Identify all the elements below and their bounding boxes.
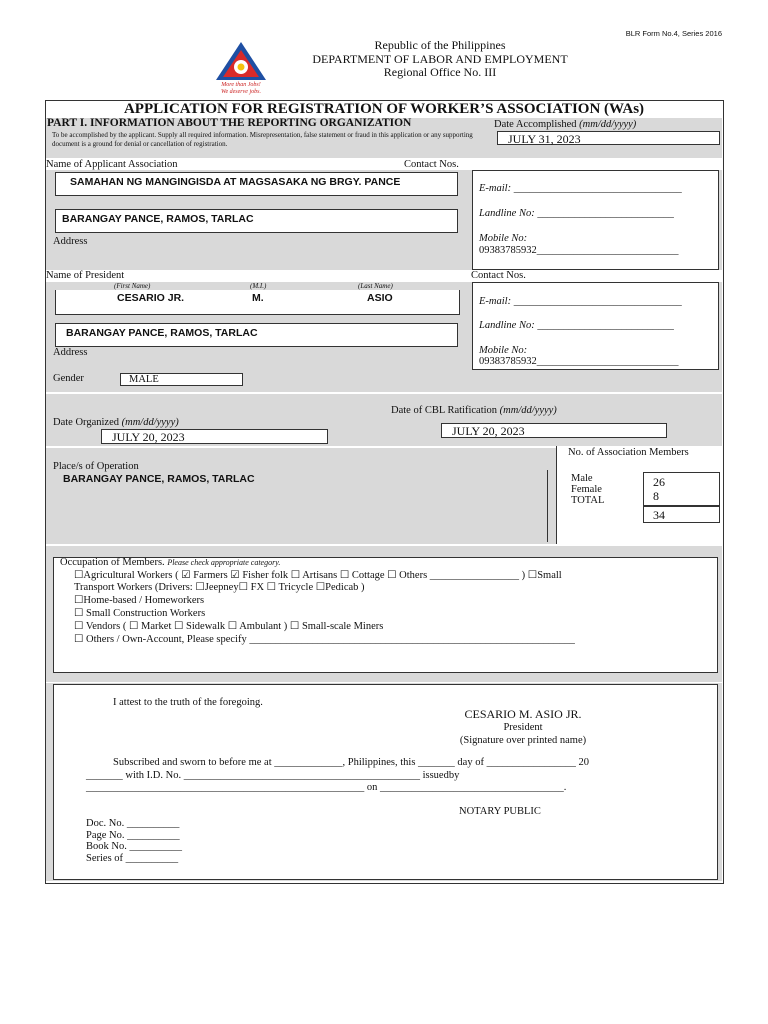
president-name-field[interactable] — [55, 290, 460, 315]
date-accomplished-label: Date Accomplished (mm/dd/yyyy) — [494, 119, 637, 130]
members-heading: No. of Association Members — [568, 447, 689, 458]
president-last-name: ASIO — [367, 292, 393, 304]
signature-caption: (Signature over printed name) — [459, 735, 587, 746]
doc-no[interactable]: Doc. No. __________ — [86, 818, 180, 829]
gender-label: Gender — [53, 373, 84, 384]
series-of[interactable]: Series of __________ — [86, 853, 179, 865]
occupation-homebased[interactable]: ☐Home-based / Homeworkers — [74, 595, 205, 607]
occupation-content — [60, 557, 575, 647]
president-landline[interactable]: Landline No: __________________________ — [479, 320, 674, 331]
signer-name: CESARIO M. ASIO JR. — [464, 707, 582, 721]
occupation-heading: Occupation of Members. Please check appropriate category. — [60, 557, 281, 568]
president-name-label: Name of President — [46, 270, 125, 281]
sworn-line-1: Subscribed and sworn to before me at _____________, Philippines, this _______ day of _________________ 20 — [113, 757, 589, 768]
attest-statement: I attest to the truth of the foregoing. — [113, 697, 263, 708]
association-landline[interactable]: Landline No: __________________________ — [479, 208, 674, 219]
association-name-field[interactable]: SAMAHAN NG MANGINGISDA AT MAGSASAKA NG BRGY. PANCE — [55, 172, 458, 196]
letterhead — [0, 39, 768, 80]
president-address-label: Address — [53, 347, 88, 358]
association-address-label: Address — [53, 236, 88, 247]
total-label: TOTAL — [571, 495, 605, 506]
president-first-name: CESARIO JR. — [117, 292, 185, 304]
members-labels — [571, 473, 604, 506]
header-line-3: Regional Office No. III — [383, 65, 497, 79]
occupation-vendors[interactable]: ☐ Vendors ( ☐ Market ☐ Sidewalk ☐ Ambulant ) ☐ Small-scale Miners — [74, 620, 384, 632]
logo-tagline-1: More than Jobs! — [221, 82, 261, 88]
date-accomplished-field[interactable]: JULY 31, 2023 — [497, 131, 720, 145]
occupation-agricultural[interactable]: ☐Agricultural Workers ( ☑ Farmers ☑ Fisher folk ☐ Artisans ☐ Cottage ☐ Others _________________ ) ☐Small — [74, 569, 562, 581]
header-line-1: Republic of the Philippines — [374, 38, 506, 52]
first-name-caption: (First Name) — [114, 282, 151, 290]
sworn-statement — [86, 757, 589, 795]
president-mobile-value[interactable]: 09383785932___________________________ — [479, 356, 679, 367]
notary-public: NOTARY PUBLIC — [459, 806, 541, 817]
notary-registry — [86, 818, 182, 865]
operation-label: Place/s of Operation — [53, 461, 139, 472]
signer-position: President — [503, 722, 543, 733]
female-count: 8 — [653, 489, 659, 503]
association-mobile-value[interactable]: 09383785932___________________________ — [479, 245, 679, 256]
association-address-field[interactable]: BARANGAY PANCE, RAMOS, TARLAC — [55, 209, 458, 233]
book-no[interactable]: Book No. __________ — [86, 841, 182, 853]
cbl-ratification-label: Date of CBL Ratification (mm/dd/yyyy) — [391, 405, 557, 416]
association-email[interactable]: E-mail: ________________________________ — [479, 183, 682, 194]
occupation-transport[interactable]: Transport Workers (Drivers: ☐Jeepney☐ FX ☐ Tricycle ☐Pedicab ) — [74, 582, 365, 594]
president-contact-box — [472, 282, 719, 370]
signature-block — [388, 708, 658, 747]
association-contact-box — [472, 170, 719, 270]
form-title: APPLICATION FOR REGISTRATION OF WORKER’S ASSOCIATION (WAs) — [123, 101, 645, 117]
occupation-construction[interactable]: ☐ Small Construction Workers — [74, 607, 206, 619]
operation-divider — [547, 470, 548, 542]
president-contact-label: Contact Nos. — [471, 270, 526, 281]
cbl-ratification-field[interactable]: JULY 20, 2023 — [441, 423, 667, 438]
president-mi: M. — [252, 292, 264, 304]
applicant-association-label: Name of Applicant Association — [46, 159, 178, 170]
gender-field[interactable]: MALE — [120, 373, 243, 386]
part1-instruction: To be accomplished by the applicant. Supply all required information. Misrepresentation, false statement or fraud in this application or any supporting document is a ground for denial or cancellation of registration. — [52, 131, 473, 148]
mi-caption: (M.I.) — [250, 282, 267, 290]
president-email[interactable]: E-mail: ________________________________ — [479, 296, 682, 307]
occupation-others[interactable]: ☐ Others / Own-Account, Please specify ______________________________________________________________ — [74, 634, 575, 646]
male-count: 26 — [653, 475, 665, 489]
sworn-line-2: _______ with I.D. No. _____________________________________________ issuedby — [86, 769, 460, 781]
president-address-field[interactable]: BARANGAY PANCE, RAMOS, TARLAC — [55, 323, 458, 347]
last-name-caption: (Last Name) — [358, 282, 393, 290]
page-no[interactable]: Page No. __________ — [86, 829, 180, 841]
association-contact-label: Contact Nos. — [404, 159, 459, 170]
operation-value[interactable]: BARANGAY PANCE, RAMOS, TARLAC — [63, 473, 255, 485]
male-label: Male — [571, 473, 593, 484]
part1-heading: PART I. INFORMATION ABOUT THE REPORTING ORGANIZATION — [47, 117, 412, 129]
date-organized-field[interactable]: JULY 20, 2023 — [101, 429, 328, 444]
president-mobile-label: Mobile No: — [479, 345, 528, 356]
female-label: Female — [571, 484, 602, 495]
header-line-2: DEPARTMENT OF LABOR AND EMPLOYMENT — [312, 51, 568, 66]
sworn-line-3: _____________________________________________________ on ___________________________________. — [86, 782, 567, 793]
date-organized-label: Date Organized (mm/dd/yyyy) — [53, 417, 179, 428]
form-code: BLR Form No.4, Series 2016 — [625, 29, 722, 38]
association-mobile-label: Mobile No: — [479, 233, 528, 244]
logo-tagline-2: We deserve jobs. — [221, 89, 261, 95]
male-female-field[interactable] — [643, 472, 720, 506]
total-count[interactable]: 34 — [643, 506, 720, 523]
